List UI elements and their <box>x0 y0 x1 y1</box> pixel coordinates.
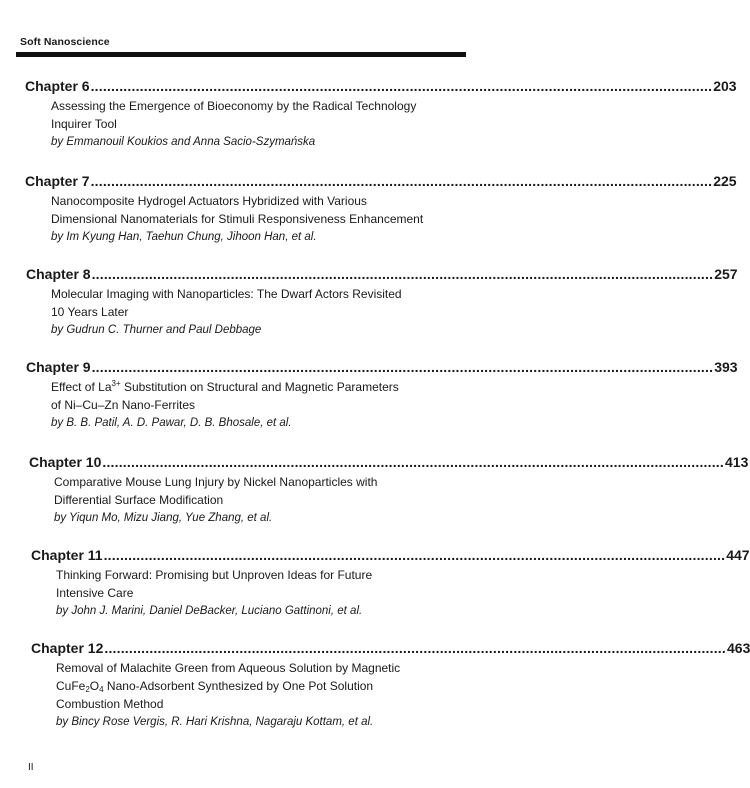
chapter-label: Chapter 12 <box>31 640 104 656</box>
chapter-authors: by Im Kyung Han, Taehun Chung, Jihoon Han, et al. <box>51 231 317 243</box>
chapter-label: Chapter 11 <box>31 547 103 563</box>
running-head: Soft Nanoscience <box>20 36 110 48</box>
leader-dots: ........................................................................................................................................................ <box>102 454 724 470</box>
chapter-title-line: Inquirer Tool <box>51 117 117 131</box>
chapter-title-line: Intensive Care <box>56 586 134 600</box>
title-text: Effect of La <box>51 380 112 394</box>
leader-dots: ........................................................................................................................................................ <box>90 173 713 189</box>
page-number: 203 <box>713 78 737 94</box>
chapter-label: Chapter 6 <box>25 78 90 94</box>
chapter-title-line: Nanocomposite Hydrogel Actuators Hybridized with Various <box>51 194 367 208</box>
chapter-title-line <box>51 378 399 396</box>
leader-dots: ........................................................................................................................................................ <box>103 547 726 563</box>
chapter-label: Chapter 10 <box>29 454 102 470</box>
leader-dots: ........................................................................................................................................................ <box>91 266 714 282</box>
title-text: O <box>89 679 100 693</box>
title-text: Nano-Adsorbent Synthesized by One Pot Solution <box>103 679 374 693</box>
page-number: 225 <box>713 173 737 189</box>
chapter-authors: by Bincy Rose Vergis, R. Hari Krishna, Nagaraju Kottam, et al. <box>56 716 374 728</box>
chapter-title-line: Comparative Mouse Lung Injury by Nickel Nanoparticles with <box>54 475 378 489</box>
subscript: 2 <box>85 685 90 694</box>
subscript: 4 <box>99 685 104 694</box>
chapter-title-line: Dimensional Nanomaterials for Stimuli Responsiveness Enhancement <box>51 212 424 226</box>
chapter-title-line: Molecular Imaging with Nanoparticles: The Dwarf Actors Revisited <box>51 287 402 301</box>
leader-dots: ........................................................................................................................................................ <box>91 359 714 375</box>
chapter-label: Chapter 9 <box>26 359 91 375</box>
chapter-authors: by Yiqun Mo, Mizu Jiang, Yue Zhang, et al. <box>54 512 273 524</box>
chapter-label: Chapter 7 <box>25 173 90 189</box>
folio-page-number: II <box>28 762 34 773</box>
chapter-label: Chapter 8 <box>26 266 91 282</box>
page-number: 447 <box>726 547 750 563</box>
chapter-heading-row[interactable] <box>25 173 737 191</box>
chapter-authors: by Emmanouil Koukios and Anna Sacio-Szymańska <box>51 136 316 148</box>
chapter-heading-row[interactable] <box>26 266 738 284</box>
chapter-title-line: Differential Surface Modification <box>54 493 224 507</box>
chapter-title-line <box>56 677 373 695</box>
chapter-heading-row[interactable] <box>26 359 738 377</box>
chapter-title-line: of Ni–Cu–Zn Nano-Ferrites <box>51 398 196 412</box>
superscript: 3+ <box>111 379 121 388</box>
title-text: Substitution on Structural and Magnetic Parameters <box>120 380 399 394</box>
page-number: 257 <box>714 266 738 282</box>
chapter-authors: by Gudrun C. Thurner and Paul Debbage <box>51 324 262 336</box>
chapter-title-line: Combustion Method <box>56 697 164 711</box>
leader-dots: ........................................................................................................................................................ <box>90 78 713 94</box>
chapter-title-line: 10 Years Later <box>51 305 129 319</box>
page-number: 463 <box>727 640 750 656</box>
title-text: CuFe <box>56 679 86 693</box>
chapter-authors: by John J. Marini, Daniel DeBacker, Luciano Gattinoni, et al. <box>56 605 363 617</box>
chapter-title-line: Removal of Malachite Green from Aqueous Solution by Magnetic <box>56 661 401 675</box>
chapter-title-line: Thinking Forward: Promising but Unproven Ideas for Future <box>56 568 373 582</box>
chapter-heading-row[interactable] <box>29 454 749 472</box>
page-number: 413 <box>725 454 749 470</box>
page-number: 393 <box>714 359 738 375</box>
chapter-heading-row[interactable] <box>31 547 750 565</box>
chapter-heading-row[interactable] <box>25 78 737 96</box>
leader-dots: ........................................................................................................................................................ <box>104 640 726 656</box>
chapter-heading-row[interactable] <box>31 640 750 658</box>
chapter-authors: by B. B. Patil, A. D. Pawar, D. B. Bhosale, et al. <box>51 417 292 429</box>
chapter-title-line: Assessing the Emergence of Bioeconomy by the Radical Technology <box>51 99 417 113</box>
